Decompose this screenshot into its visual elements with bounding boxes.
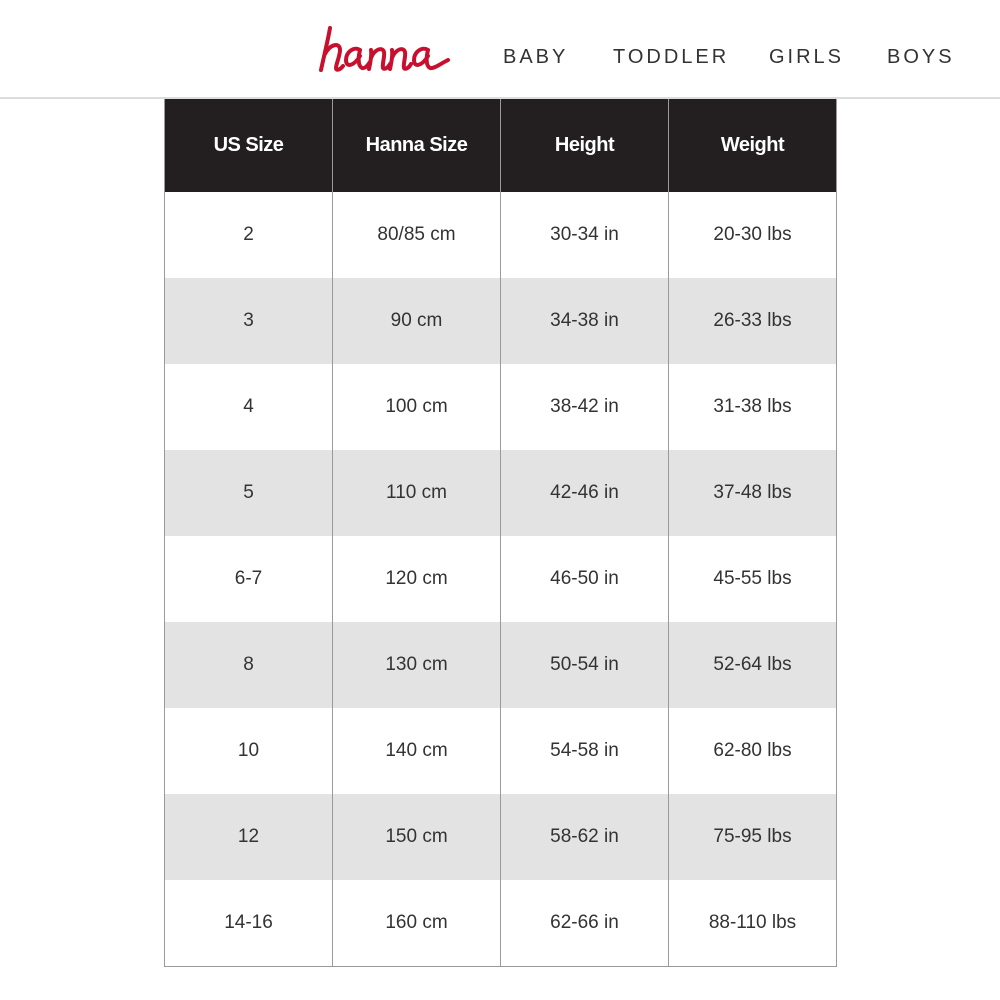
- site-header: [0, 0, 1000, 99]
- table-row: [165, 536, 837, 622]
- cell-hanna-size: 130 cm: [333, 622, 501, 708]
- header-row: [165, 99, 837, 192]
- table-header: [165, 99, 837, 192]
- column-header-height: Height: [501, 99, 669, 192]
- column-header-hanna-size: Hanna Size: [333, 99, 501, 192]
- hanna-logo[interactable]: [316, 20, 456, 76]
- nav-item-boys[interactable]: BOYS: [887, 46, 955, 68]
- cell-us-size: 2: [165, 192, 333, 278]
- cell-hanna-size: 150 cm: [333, 794, 501, 880]
- cell-hanna-size: 140 cm: [333, 708, 501, 794]
- size-chart: [164, 99, 837, 974]
- cell-us-size: 5: [165, 450, 333, 536]
- table-row: [165, 450, 837, 536]
- size-table: [164, 99, 837, 967]
- cell-us-size: 3: [165, 278, 333, 364]
- nav-item-toddler[interactable]: TODDLER: [613, 46, 730, 68]
- cell-us-size: 8: [165, 622, 333, 708]
- cell-height: 30-34 in: [501, 192, 669, 278]
- table-row: [165, 192, 837, 278]
- cell-height: 58-62 in: [501, 794, 669, 880]
- cell-weight: 37-48 lbs: [669, 450, 837, 536]
- cell-us-size: 6-7: [165, 536, 333, 622]
- cell-hanna-size: 90 cm: [333, 278, 501, 364]
- cell-hanna-size: 120 cm: [333, 536, 501, 622]
- column-header-weight: Weight: [669, 99, 837, 192]
- cell-weight: 26-33 lbs: [669, 278, 837, 364]
- cell-us-size: 14-16: [165, 880, 333, 967]
- cell-hanna-size: 80/85 cm: [333, 192, 501, 278]
- table-row: [165, 794, 837, 880]
- cell-us-size: 12: [165, 794, 333, 880]
- cell-weight: 45-55 lbs: [669, 536, 837, 622]
- table-row: [165, 364, 837, 450]
- nav-item-baby[interactable]: BABY: [503, 46, 569, 68]
- cell-weight: 88-110 lbs: [669, 880, 837, 967]
- hanna-logo-icon: [316, 20, 456, 76]
- cell-height: 42-46 in: [501, 450, 669, 536]
- cell-weight: 52-64 lbs: [669, 622, 837, 708]
- cell-height: 54-58 in: [501, 708, 669, 794]
- cell-height: 50-54 in: [501, 622, 669, 708]
- cell-height: 34-38 in: [501, 278, 669, 364]
- nav-item-girls[interactable]: GIRLS: [769, 46, 845, 68]
- cell-hanna-size: 110 cm: [333, 450, 501, 536]
- cell-height: 38-42 in: [501, 364, 669, 450]
- cell-us-size: 4: [165, 364, 333, 450]
- table-body: [165, 192, 837, 967]
- cell-weight: 62-80 lbs: [669, 708, 837, 794]
- cell-hanna-size: 160 cm: [333, 880, 501, 967]
- cell-us-size: 10: [165, 708, 333, 794]
- cell-weight: 75-95 lbs: [669, 794, 837, 880]
- cell-height: 46-50 in: [501, 536, 669, 622]
- table-row: [165, 708, 837, 794]
- cell-weight: 31-38 lbs: [669, 364, 837, 450]
- table-row: [165, 278, 837, 364]
- table-row: [165, 880, 837, 967]
- table-row: [165, 622, 837, 708]
- cell-weight: 20-30 lbs: [669, 192, 837, 278]
- column-header-us-size: US Size: [165, 99, 333, 192]
- cell-height: 62-66 in: [501, 880, 669, 967]
- cell-hanna-size: 100 cm: [333, 364, 501, 450]
